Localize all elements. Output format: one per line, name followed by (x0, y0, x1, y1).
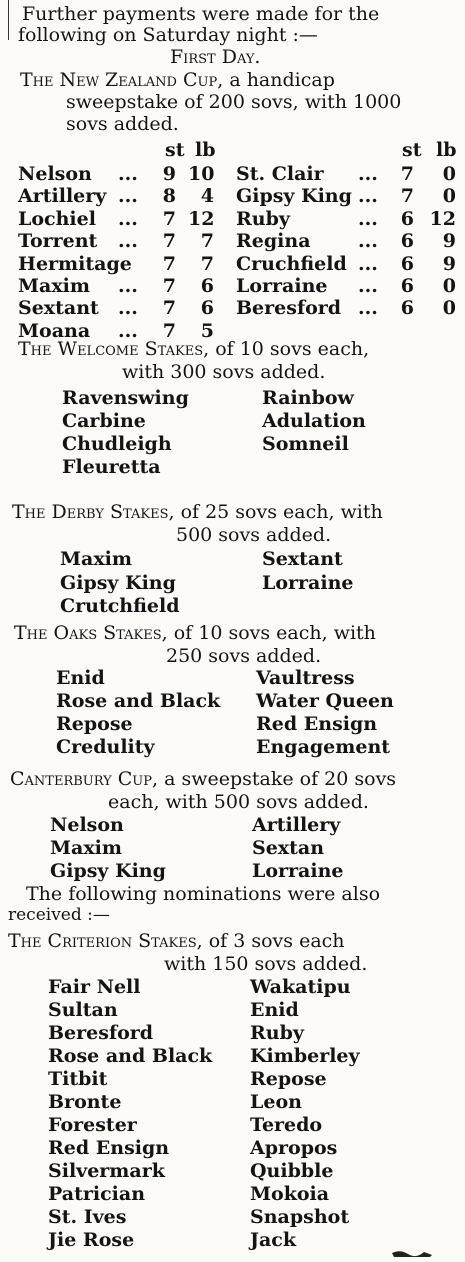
horse-name: Ravenswing (62, 387, 189, 409)
horse-name: Chudleigh (62, 433, 172, 455)
horse-name: Gipsy King (236, 185, 352, 208)
weight-lb: 12 (429, 207, 456, 230)
derby-title: The Derby Stakes, (12, 501, 175, 523)
horse-name: Cruchfield (236, 252, 347, 275)
leader-dots: ... (118, 207, 138, 230)
welcome-desc-2: with 300 sovs added. (122, 361, 326, 383)
canterbury-desc-2: each, with 500 sovs added. (108, 791, 369, 813)
horse-name: St. Clair (236, 163, 324, 185)
weight-lb: 7 (200, 252, 214, 275)
horse-name: Maxim (50, 837, 122, 859)
horse-name: Rose and Black (48, 1045, 213, 1067)
horse-name: Torrent (18, 230, 98, 253)
weight-lb: 6 (200, 275, 214, 297)
criterion-desc-2: with 150 sovs added. (164, 953, 368, 975)
criterion-heading (8, 932, 345, 951)
horse-name: Red Ensign (256, 713, 378, 735)
weight-lb: 9 (442, 252, 456, 275)
horse-name: Artillery (18, 185, 107, 208)
horse-name: Kimberley (250, 1045, 360, 1067)
horse-name: Jack (250, 1229, 297, 1251)
horse-name: Fleuretta (62, 456, 161, 478)
horse-name: Adulation (262, 410, 366, 432)
horse-name: Quibble (250, 1160, 334, 1182)
weight-st: 6 (400, 252, 414, 275)
weight-st: 7 (162, 207, 176, 230)
weight-st: 6 (400, 230, 414, 253)
weight-st: 6 (400, 275, 414, 297)
oaks-desc-2: 250 sovs added. (166, 645, 322, 667)
weight-lb: 10 (188, 163, 215, 185)
horse-name: Nelson (50, 814, 124, 836)
horse-name: Maxim (18, 275, 90, 297)
nominations-line-1: The following nominations were also (26, 883, 381, 905)
horse-name: Leon (250, 1091, 302, 1113)
welcome-title: The Welcome Stakes, (18, 338, 210, 360)
weight-lb: 4 (200, 185, 214, 208)
unit-st-right: st (402, 139, 422, 161)
weight-lb: 0 (442, 275, 456, 297)
weight-st: 7 (162, 275, 176, 297)
horse-name: Bronte (48, 1091, 122, 1113)
weight-st: 7 (162, 297, 176, 320)
criterion-desc-1: of 3 sovs each (208, 930, 345, 952)
horse-name: Regina (236, 230, 311, 253)
horse-name: Ruby (236, 207, 290, 230)
horse-name: Crutchfield (60, 595, 180, 617)
weight-st: 8 (162, 185, 176, 208)
nz-cup-desc-3: sovs added. (66, 113, 179, 135)
horse-name: Somneil (262, 433, 349, 455)
intro-line-1: Further payments were made for the (22, 3, 380, 25)
nz-cup-title: The New Zealand Cup, (20, 69, 224, 91)
horse-name: St. Ives (48, 1206, 127, 1228)
derby-heading (12, 503, 383, 522)
horse-name: Fair Nell (48, 976, 141, 998)
weight-lb: 7 (200, 230, 214, 253)
weight-st: 7 (162, 319, 176, 342)
horse-name: Wakatipu (250, 976, 351, 998)
weight-st: 7 (400, 185, 414, 208)
leader-dots: ... (358, 163, 378, 185)
weight-st: 7 (162, 252, 176, 275)
oaks-desc-1: of 10 sovs each, with (173, 622, 376, 644)
horse-name: Carbine (62, 410, 146, 432)
intro-line-2: following on Saturday night :— (18, 24, 318, 46)
leader-dots: ... (358, 185, 378, 208)
canterbury-heading (10, 770, 396, 789)
horse-name: Sextant (18, 297, 99, 320)
weight-lb: 0 (442, 297, 456, 320)
canterbury-desc-1: a sweepstake of 20 sovs (164, 768, 397, 790)
horse-name: Repose (56, 713, 133, 735)
nz-cup-heading (20, 71, 335, 90)
leader-dots: ... (118, 319, 138, 342)
nominations-line-2: received :— (8, 905, 110, 925)
horse-name: Credulity (56, 736, 155, 758)
horse-name: Forester (48, 1114, 137, 1136)
column-rule (8, 0, 9, 40)
horse-name: Vaultress (256, 667, 355, 689)
horse-name: Sultan (48, 999, 118, 1021)
leader-dots: ... (118, 185, 138, 208)
leader-dots: ... (118, 163, 138, 185)
day-heading: First Day. (170, 46, 261, 68)
criterion-title: The Criterion Stakes, (8, 930, 203, 952)
leader-dots: ... (358, 252, 378, 275)
horse-name: Lorraine (236, 275, 328, 297)
welcome-heading (18, 340, 369, 359)
horse-name: Apropos (250, 1137, 338, 1159)
leader-dots: ... (358, 230, 378, 253)
horse-name: Rose and Black (56, 690, 221, 712)
horse-name: Silvermark (48, 1160, 165, 1182)
derby-desc-2: 500 sovs added. (176, 524, 332, 546)
weight-lb: 0 (442, 185, 456, 208)
horse-name: Lochiel (18, 207, 96, 230)
horse-name: Gipsy King (60, 571, 176, 594)
oaks-heading (14, 624, 376, 643)
canterbury-title: Canterbury Cup, (10, 768, 159, 790)
nz-cup-desc-2: sweepstake of 200 sovs, with 1000 (66, 91, 402, 113)
ink-smudge-icon (390, 1246, 434, 1258)
horse-name: Beresford (236, 297, 342, 320)
weight-st: 7 (400, 163, 414, 185)
leader-dots: ... (118, 275, 138, 297)
horse-name: Hermitage (18, 252, 132, 275)
horse-name: Engagement (256, 736, 391, 758)
horse-name: Lorraine (252, 860, 344, 882)
horse-name: Enid (250, 999, 299, 1021)
horse-name: Repose (250, 1068, 327, 1090)
leader-dots: ... (118, 230, 138, 253)
horse-name: Teredo (250, 1114, 323, 1136)
horse-name: Maxim (60, 548, 132, 570)
weight-st: 6 (400, 207, 414, 230)
horse-name: Red Ensign (48, 1137, 170, 1159)
weight-lb: 6 (200, 297, 214, 320)
weight-lb: 5 (200, 319, 214, 342)
weight-st: 7 (162, 230, 176, 253)
unit-lb-right: lb (436, 139, 457, 161)
horse-name: Rainbow (262, 387, 354, 409)
weight-lb: 0 (442, 163, 456, 185)
horse-name: Enid (56, 667, 105, 689)
weight-lb: 9 (442, 230, 456, 253)
weight-lb: 12 (188, 207, 215, 230)
leader-dots: ... (118, 297, 138, 320)
weight-st: 6 (400, 297, 414, 320)
horse-name: Ruby (250, 1022, 304, 1044)
horse-name: Water Queen (256, 690, 394, 712)
horse-name: Lorraine (262, 571, 354, 594)
horse-name: Moana (18, 319, 91, 342)
horse-name: Sextant (262, 548, 343, 570)
horse-name: Titbit (48, 1068, 108, 1090)
horse-name: Sextan (252, 837, 325, 859)
unit-lb-left: lb (195, 139, 216, 161)
oaks-title: The Oaks Stakes, (14, 622, 168, 644)
horse-name: Jie Rose (48, 1229, 135, 1251)
weight-st: 9 (162, 163, 176, 185)
horse-name: Artillery (252, 814, 341, 836)
leader-dots: ... (358, 297, 378, 320)
horse-name: Beresford (48, 1022, 154, 1044)
horse-name: Gipsy King (50, 860, 166, 882)
unit-st-left: st (165, 139, 185, 161)
horse-name: Snapshot (250, 1206, 350, 1228)
welcome-desc-1: of 10 sovs each, (215, 338, 370, 360)
horse-name: Nelson (18, 163, 92, 185)
horse-name: Patrician (48, 1183, 146, 1205)
nz-cup-desc-1: a handicap (229, 69, 335, 91)
horse-name: Mokoia (250, 1183, 330, 1205)
derby-desc-1: of 25 sovs each, with (180, 501, 383, 523)
leader-dots: ... (358, 275, 378, 297)
leader-dots: ... (358, 207, 378, 230)
